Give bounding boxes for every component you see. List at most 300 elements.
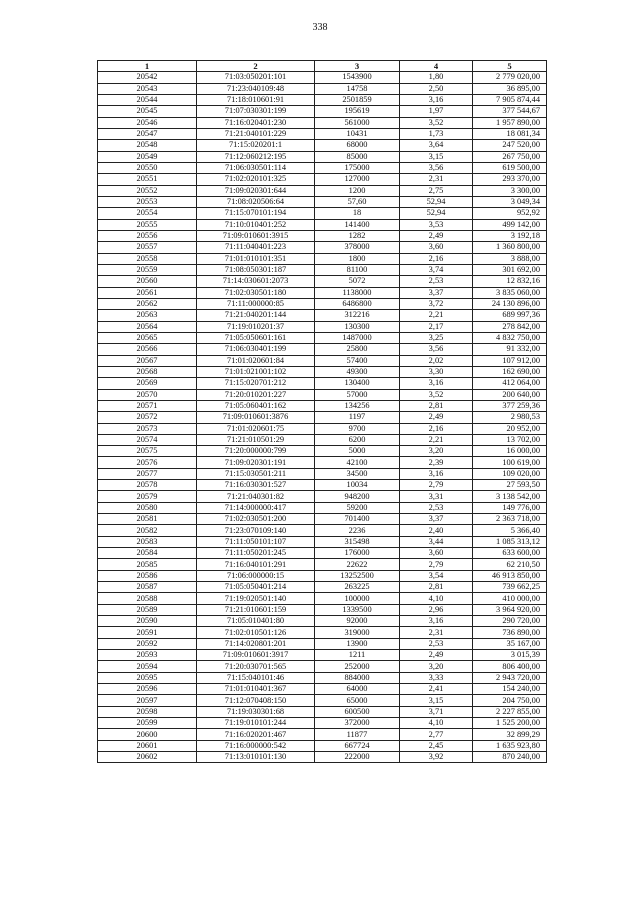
table-cell: 71:08:020506:64 — [197, 196, 315, 207]
table-cell: 71:05:050401:214 — [197, 582, 315, 593]
table-cell: 52,94 — [400, 196, 473, 207]
table-cell: 20546 — [98, 117, 197, 128]
table-cell: 20585 — [98, 559, 197, 570]
table-cell: 18 — [315, 208, 400, 219]
table-cell: 20551 — [98, 174, 197, 185]
table-cell: 59200 — [315, 502, 400, 513]
table-cell: 4 832 750,00 — [473, 332, 547, 343]
table-cell: 20598 — [98, 706, 197, 717]
table-cell: 65000 — [315, 695, 400, 706]
table-cell: 2,16 — [400, 253, 473, 264]
table-row — [98, 94, 547, 105]
table-cell: 71:09:010601:3915 — [197, 230, 315, 241]
table-cell: 6200 — [315, 434, 400, 445]
table-cell: 952,92 — [473, 208, 547, 219]
table-cell: 81100 — [315, 264, 400, 275]
table-cell: 134256 — [315, 400, 400, 411]
column-header-5: 5 — [473, 61, 547, 72]
table-cell: 12 832,16 — [473, 276, 547, 287]
table-cell: 200 640,00 — [473, 389, 547, 400]
table-cell: 71:10:010401:252 — [197, 219, 315, 230]
table-cell: 20561 — [98, 287, 197, 298]
table-cell: 412 064,00 — [473, 378, 547, 389]
table-row — [98, 219, 547, 230]
table-cell: 71:01:020601:75 — [197, 423, 315, 434]
table-cell: 3,60 — [400, 242, 473, 253]
table-cell: 2,39 — [400, 457, 473, 468]
table-row — [98, 491, 547, 502]
table-cell: 806 400,00 — [473, 661, 547, 672]
table-cell: 71:19:030301:68 — [197, 706, 315, 717]
table-cell: 3 015,39 — [473, 650, 547, 661]
table-cell: 20559 — [98, 264, 197, 275]
table-cell: 2 943 720,00 — [473, 672, 547, 683]
table-cell: 3,71 — [400, 706, 473, 717]
table-cell: 71:06:030501:114 — [197, 162, 315, 173]
table-cell: 3,33 — [400, 672, 473, 683]
table-cell: 377 259,36 — [473, 400, 547, 411]
table-cell: 2,77 — [400, 729, 473, 740]
table-cell: 2,31 — [400, 627, 473, 638]
table-cell: 10431 — [315, 128, 400, 139]
table-cell: 57000 — [315, 389, 400, 400]
table-cell: 20580 — [98, 502, 197, 513]
table-cell: 91 332,00 — [473, 344, 547, 355]
table-cell: 2 980,53 — [473, 412, 547, 423]
table-cell: 1543900 — [315, 72, 400, 83]
table-cell: 14758 — [315, 83, 400, 94]
table-cell: 71:03:050201:101 — [197, 72, 315, 83]
table-cell: 71:11:050201:245 — [197, 548, 315, 559]
table-cell: 71:15:020701:212 — [197, 378, 315, 389]
table-row — [98, 457, 547, 468]
table-cell: 4,10 — [400, 593, 473, 604]
table-cell: 3 049,34 — [473, 196, 547, 207]
table-cell: 2,81 — [400, 400, 473, 411]
table-cell: 2,45 — [400, 740, 473, 751]
table-row — [98, 151, 547, 162]
table-cell: 18 081,34 — [473, 128, 547, 139]
table-cell: 20579 — [98, 491, 197, 502]
table-cell: 2,17 — [400, 321, 473, 332]
table-cell: 71:19:010201:37 — [197, 321, 315, 332]
table-cell: 35 167,00 — [473, 638, 547, 649]
table-cell: 20584 — [98, 548, 197, 559]
table-cell: 62 210,50 — [473, 559, 547, 570]
table-cell: 71:16:020201:467 — [197, 729, 315, 740]
table-cell: 377 544,67 — [473, 106, 547, 117]
table-row — [98, 559, 547, 570]
table-cell: 2,31 — [400, 174, 473, 185]
cadastral-value-table — [97, 60, 547, 763]
table-row — [98, 446, 547, 457]
table-row — [98, 128, 547, 139]
column-header-4: 4 — [400, 61, 473, 72]
table-row — [98, 162, 547, 173]
table-row — [98, 525, 547, 536]
table-cell: 2,21 — [400, 310, 473, 321]
table-row — [98, 276, 547, 287]
table-row — [98, 117, 547, 128]
table-cell: 3,64 — [400, 140, 473, 151]
table-row — [98, 740, 547, 751]
table-cell: 2,16 — [400, 423, 473, 434]
table-cell: 49300 — [315, 366, 400, 377]
table-cell: 71:15:030501:211 — [197, 468, 315, 479]
table-cell: 24 130 896,00 — [473, 298, 547, 309]
table-cell: 20588 — [98, 593, 197, 604]
table-row — [98, 627, 547, 638]
table-cell: 20550 — [98, 162, 197, 173]
table-cell: 20578 — [98, 480, 197, 491]
table-cell: 3,20 — [400, 661, 473, 672]
table-cell: 71:16:040101:291 — [197, 559, 315, 570]
table-cell: 71:09:020301:191 — [197, 457, 315, 468]
table-cell: 71:12:060212:195 — [197, 151, 315, 162]
table-row — [98, 706, 547, 717]
table-cell: 410 000,00 — [473, 593, 547, 604]
table-cell: 267 750,00 — [473, 151, 547, 162]
table-cell: 20562 — [98, 298, 197, 309]
page-number: 338 — [312, 22, 328, 33]
table-cell: 3 835 060,00 — [473, 287, 547, 298]
table-cell: 71:21:010501:29 — [197, 434, 315, 445]
table-cell: 3,16 — [400, 378, 473, 389]
table-cell: 71:14:020801:201 — [197, 638, 315, 649]
table-cell: 1200 — [315, 185, 400, 196]
table-row — [98, 264, 547, 275]
table-cell: 20592 — [98, 638, 197, 649]
table-cell: 20589 — [98, 604, 197, 615]
table-cell: 1339500 — [315, 604, 400, 615]
table-cell: 20560 — [98, 276, 197, 287]
table-cell: 20558 — [98, 253, 197, 264]
table-cell: 2,96 — [400, 604, 473, 615]
column-header-2: 2 — [197, 61, 315, 72]
table-cell: 633 600,00 — [473, 548, 547, 559]
table-cell: 11877 — [315, 729, 400, 740]
table-cell: 3,56 — [400, 344, 473, 355]
table-cell: 71:01:010101:351 — [197, 253, 315, 264]
table-cell: 20574 — [98, 434, 197, 445]
table-cell: 71:16:030301:527 — [197, 480, 315, 491]
table-cell: 71:01:010401:367 — [197, 684, 315, 695]
table-row — [98, 695, 547, 706]
table-cell: 109 020,00 — [473, 468, 547, 479]
table-row — [98, 298, 547, 309]
table-cell: 20547 — [98, 128, 197, 139]
table-cell: 3,92 — [400, 752, 473, 763]
table-row — [98, 423, 547, 434]
table-cell: 71:02:030501:200 — [197, 514, 315, 525]
table-cell: 22622 — [315, 559, 400, 570]
table-cell: 312216 — [315, 310, 400, 321]
table-row — [98, 400, 547, 411]
table-cell: 71:01:020601:84 — [197, 355, 315, 366]
table-cell: 71:20:000000:799 — [197, 446, 315, 457]
table-cell: 3 138 542,00 — [473, 491, 547, 502]
table-cell: 71:14:030601:2073 — [197, 276, 315, 287]
table-cell: 20582 — [98, 525, 197, 536]
table-row — [98, 638, 547, 649]
table-cell: 71:21:040301:82 — [197, 491, 315, 502]
table-cell: 20570 — [98, 389, 197, 400]
table-cell: 71:14:000000:417 — [197, 502, 315, 513]
table-row — [98, 570, 547, 581]
table-cell: 3,16 — [400, 94, 473, 105]
table-cell: 71:06:030401:199 — [197, 344, 315, 355]
table-row — [98, 604, 547, 615]
table-cell: 2,40 — [400, 525, 473, 536]
table-cell: 2,50 — [400, 83, 473, 94]
table-row — [98, 310, 547, 321]
table-cell: 20571 — [98, 400, 197, 411]
table-cell: 195619 — [315, 106, 400, 117]
table-cell: 20566 — [98, 344, 197, 355]
table-cell: 301 692,00 — [473, 264, 547, 275]
table-cell: 71:02:020101:325 — [197, 174, 315, 185]
table-row — [98, 412, 547, 423]
table-cell: 68000 — [315, 140, 400, 151]
table-cell: 20593 — [98, 650, 197, 661]
table-cell: 20600 — [98, 729, 197, 740]
table-row — [98, 106, 547, 117]
table-cell: 175000 — [315, 162, 400, 173]
table-cell: 13900 — [315, 638, 400, 649]
table-cell: 3,20 — [400, 446, 473, 457]
table-cell: 36 895,00 — [473, 83, 547, 94]
table-cell: 71:15:070101:194 — [197, 208, 315, 219]
table-cell: 71:09:020301:644 — [197, 185, 315, 196]
table-cell: 290 720,00 — [473, 616, 547, 627]
table-cell: 130400 — [315, 378, 400, 389]
table-cell: 20595 — [98, 672, 197, 683]
table-row — [98, 650, 547, 661]
table-cell: 71:18:010601:91 — [197, 94, 315, 105]
table-cell: 1487000 — [315, 332, 400, 343]
table-cell: 149 776,00 — [473, 502, 547, 513]
table-cell: 739 662,25 — [473, 582, 547, 593]
table-cell: 71:05:060401:162 — [197, 400, 315, 411]
table-cell: 1211 — [315, 650, 400, 661]
table-row — [98, 729, 547, 740]
table-cell: 3,30 — [400, 366, 473, 377]
table-row — [98, 366, 547, 377]
table-cell: 3,37 — [400, 514, 473, 525]
table-row — [98, 502, 547, 513]
table-cell: 10034 — [315, 480, 400, 491]
table-cell: 1 635 923,80 — [473, 740, 547, 751]
table-cell: 701400 — [315, 514, 400, 525]
table-cell: 20548 — [98, 140, 197, 151]
table-cell: 71:16:020401:230 — [197, 117, 315, 128]
table-row — [98, 389, 547, 400]
table-cell: 315498 — [315, 536, 400, 547]
table-row — [98, 287, 547, 298]
table-row — [98, 468, 547, 479]
table-cell: 2,79 — [400, 480, 473, 491]
table-cell: 100000 — [315, 593, 400, 604]
table-cell: 34500 — [315, 468, 400, 479]
table-row — [98, 344, 547, 355]
table-cell: 20545 — [98, 106, 197, 117]
table-body — [98, 72, 547, 763]
column-header-1: 1 — [98, 61, 197, 72]
table-cell: 561000 — [315, 117, 400, 128]
table-cell: 293 370,00 — [473, 174, 547, 185]
table-row — [98, 72, 547, 83]
table-row — [98, 718, 547, 729]
table-row — [98, 83, 547, 94]
table-cell: 71:11:000000:85 — [197, 298, 315, 309]
table-cell: 71:23:040109:48 — [197, 83, 315, 94]
table-cell: 3 192,18 — [473, 230, 547, 241]
table-cell: 2,53 — [400, 638, 473, 649]
table-cell: 20575 — [98, 446, 197, 457]
table-cell: 13 702,00 — [473, 434, 547, 445]
table-cell: 20583 — [98, 536, 197, 547]
table-cell: 247 520,00 — [473, 140, 547, 151]
table-cell: 2,53 — [400, 502, 473, 513]
table-cell: 71:06:000000:15 — [197, 570, 315, 581]
table-cell: 3,52 — [400, 389, 473, 400]
table-cell: 71:19:010101:244 — [197, 718, 315, 729]
table-cell: 20581 — [98, 514, 197, 525]
table-row — [98, 752, 547, 763]
table-cell: 20565 — [98, 332, 197, 343]
table-cell: 619 500,00 — [473, 162, 547, 173]
table-cell: 64000 — [315, 684, 400, 695]
table-row — [98, 514, 547, 525]
table-cell: 948200 — [315, 491, 400, 502]
table-cell: 71:15:040101:46 — [197, 672, 315, 683]
table-cell: 154 240,00 — [473, 684, 547, 695]
table-cell: 3 964 920,00 — [473, 604, 547, 615]
table-cell: 3 888,00 — [473, 253, 547, 264]
table-cell: 1 525 200,00 — [473, 718, 547, 729]
table-cell: 20573 — [98, 423, 197, 434]
table-cell: 20602 — [98, 752, 197, 763]
table-cell: 378000 — [315, 242, 400, 253]
table-cell: 3,72 — [400, 298, 473, 309]
table-row — [98, 355, 547, 366]
table-cell: 20597 — [98, 695, 197, 706]
table-cell: 3,74 — [400, 264, 473, 275]
table-cell: 1282 — [315, 230, 400, 241]
table-cell: 3,60 — [400, 548, 473, 559]
table-cell: 42100 — [315, 457, 400, 468]
table-cell: 20567 — [98, 355, 197, 366]
table-row — [98, 230, 547, 241]
table-cell: 20553 — [98, 196, 197, 207]
table-cell: 204 750,00 — [473, 695, 547, 706]
table-cell: 2,49 — [400, 230, 473, 241]
table-cell: 16 000,00 — [473, 446, 547, 457]
table-cell: 20572 — [98, 412, 197, 423]
table-cell: 20556 — [98, 230, 197, 241]
table-cell: 20594 — [98, 661, 197, 672]
table-cell: 71:23:070109:140 — [197, 525, 315, 536]
table-cell: 2,02 — [400, 355, 473, 366]
table-cell: 162 690,00 — [473, 366, 547, 377]
table-cell: 4,10 — [400, 718, 473, 729]
table-cell: 2,49 — [400, 412, 473, 423]
table-cell: 20577 — [98, 468, 197, 479]
table-cell: 1,97 — [400, 106, 473, 117]
table-cell: 127000 — [315, 174, 400, 185]
column-header-3: 3 — [315, 61, 400, 72]
table-cell: 3,16 — [400, 616, 473, 627]
table-cell: 107 912,00 — [473, 355, 547, 366]
table-cell: 20549 — [98, 151, 197, 162]
table-cell: 20552 — [98, 185, 197, 196]
table-cell: 20542 — [98, 72, 197, 83]
table-cell: 3 300,00 — [473, 185, 547, 196]
table-cell: 7 905 874,44 — [473, 94, 547, 105]
table-row — [98, 196, 547, 207]
table-cell: 3,54 — [400, 570, 473, 581]
table-cell: 130300 — [315, 321, 400, 332]
table-cell: 71:05:050601:161 — [197, 332, 315, 343]
table-cell: 5 366,40 — [473, 525, 547, 536]
table-cell: 20555 — [98, 219, 197, 230]
table-row — [98, 672, 547, 683]
table-cell: 1 957 890,00 — [473, 117, 547, 128]
table-cell: 3,37 — [400, 287, 473, 298]
table-row — [98, 378, 547, 389]
table-row — [98, 582, 547, 593]
table-cell: 71:08:050301:187 — [197, 264, 315, 275]
table-row — [98, 242, 547, 253]
table-cell: 71:21:040101:229 — [197, 128, 315, 139]
table-cell: 2,53 — [400, 276, 473, 287]
table-cell: 2,81 — [400, 582, 473, 593]
table-cell: 20557 — [98, 242, 197, 253]
table-cell: 1,73 — [400, 128, 473, 139]
table-row — [98, 253, 547, 264]
table-cell: 57,60 — [315, 196, 400, 207]
table-cell: 20576 — [98, 457, 197, 468]
table-cell: 1 360 800,00 — [473, 242, 547, 253]
table-cell: 52,94 — [400, 208, 473, 219]
table-cell: 71:20:010201:227 — [197, 389, 315, 400]
table-cell: 176000 — [315, 548, 400, 559]
table-cell: 1800 — [315, 253, 400, 264]
table-cell: 319000 — [315, 627, 400, 638]
table-cell: 667724 — [315, 740, 400, 751]
table-cell: 2 363 718,00 — [473, 514, 547, 525]
table-cell: 25800 — [315, 344, 400, 355]
table-cell: 20590 — [98, 616, 197, 627]
table-row — [98, 684, 547, 695]
table-cell: 71:09:010601:3917 — [197, 650, 315, 661]
table-cell: 71:02:010501:126 — [197, 627, 315, 638]
table-row — [98, 140, 547, 151]
table-cell: 20564 — [98, 321, 197, 332]
table-row — [98, 434, 547, 445]
table-cell: 71:01:021001:102 — [197, 366, 315, 377]
table-cell: 9700 — [315, 423, 400, 434]
table-cell: 71:11:050101:107 — [197, 536, 315, 547]
table-cell: 57400 — [315, 355, 400, 366]
table-cell: 600500 — [315, 706, 400, 717]
table-header-row — [98, 61, 547, 72]
table-row — [98, 321, 547, 332]
table-cell: 71:09:010601:3876 — [197, 412, 315, 423]
table-cell: 71:05:010401:80 — [197, 616, 315, 627]
table-cell: 3,52 — [400, 117, 473, 128]
table-cell: 736 890,00 — [473, 627, 547, 638]
